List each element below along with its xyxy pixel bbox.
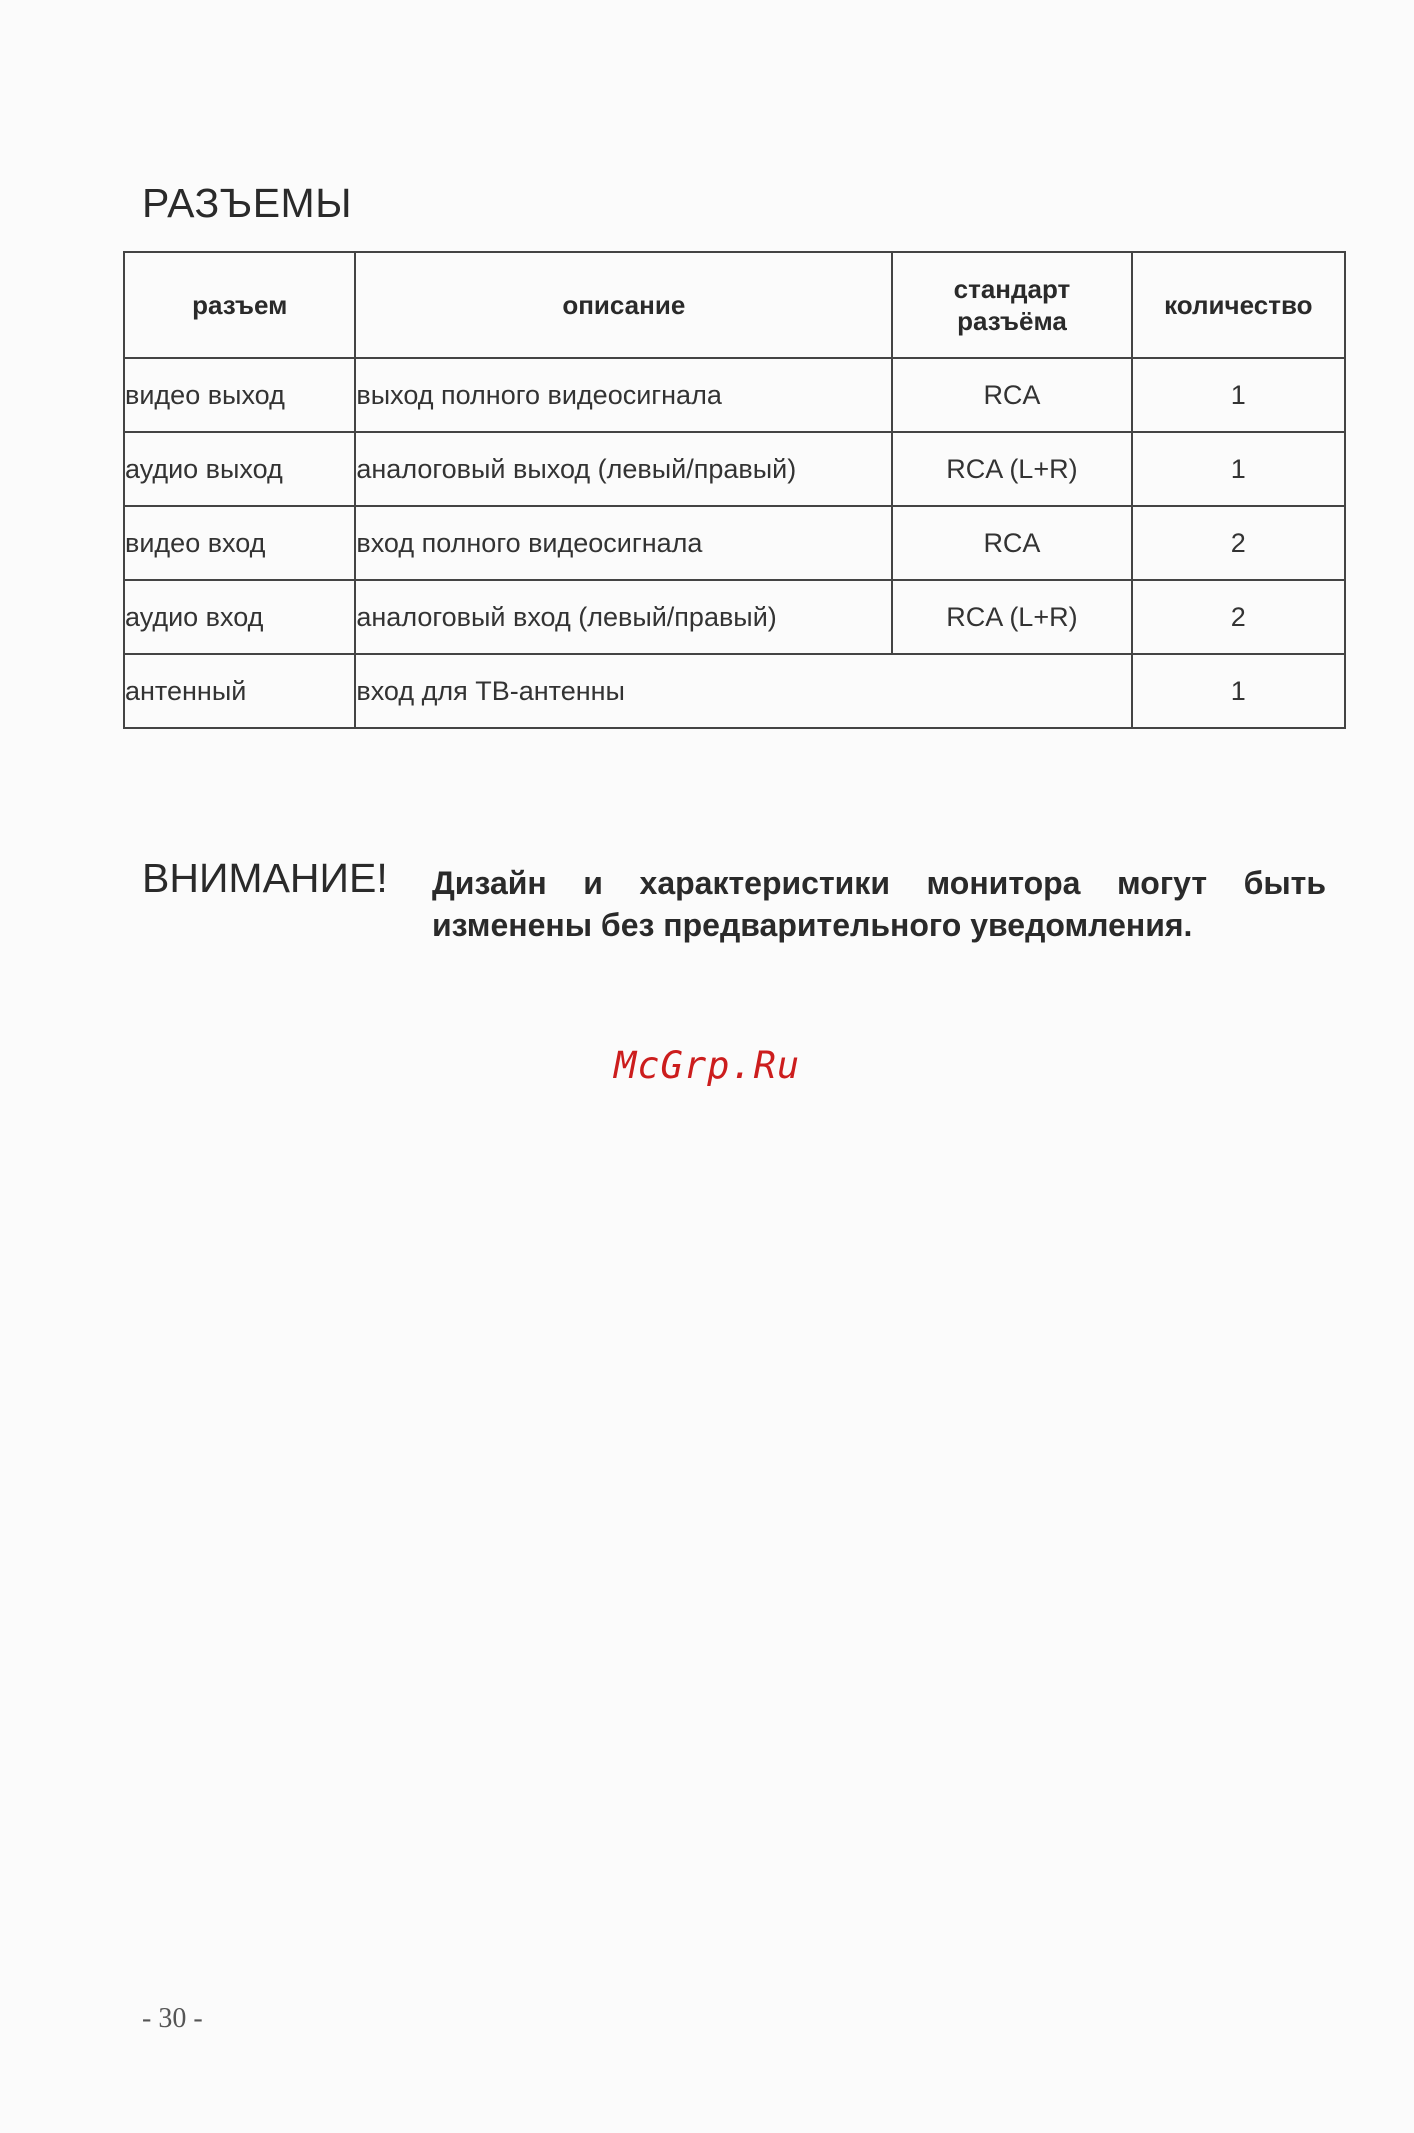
warning-label: ВНИМАНИЕ! <box>142 855 388 901</box>
header-quantity: количество <box>1132 252 1345 358</box>
table-header-row <box>124 252 1345 358</box>
cell-quantity: 1 <box>1132 654 1345 728</box>
cell-quantity: 2 <box>1132 506 1345 580</box>
table-row <box>124 432 1345 506</box>
cell-connector: аудио выход <box>124 432 355 506</box>
cell-quantity: 1 <box>1132 432 1345 506</box>
header-standard-line2: разъёма <box>957 306 1067 336</box>
header-connector: разъем <box>124 252 355 358</box>
table-row <box>124 506 1345 580</box>
cell-quantity: 1 <box>1132 358 1345 432</box>
cell-standard: RCA (L+R) <box>892 580 1131 654</box>
cell-connector: антенный <box>124 654 355 728</box>
cell-description: аналоговый вход (левый/правый) <box>355 580 892 654</box>
cell-standard: RCA <box>892 358 1131 432</box>
header-standard-line1: стандарт <box>953 274 1071 304</box>
cell-description: аналоговый выход (левый/правый) <box>355 432 892 506</box>
cell-standard: RCA <box>892 506 1131 580</box>
connectors-table <box>123 251 1346 729</box>
warning-text: Дизайн и характеристики монитора могут быть изменены без предварительного уведомления. <box>432 865 1326 943</box>
table-row <box>124 580 1345 654</box>
cell-connector: аудио вход <box>124 580 355 654</box>
table-row <box>124 654 1345 728</box>
watermark: McGrp.Ru <box>614 1044 801 1087</box>
cell-connector: видео выход <box>124 358 355 432</box>
table-row <box>124 358 1345 432</box>
cell-description: выход полного видеосигнала <box>355 358 892 432</box>
header-standard <box>892 252 1131 358</box>
cell-description: вход полного видеосигнала <box>355 506 892 580</box>
cell-connector: видео вход <box>124 506 355 580</box>
section-title: РАЗЪЕМЫ <box>142 180 353 226</box>
cell-description: вход для ТВ-антенны <box>355 654 1131 728</box>
header-description: описание <box>355 252 892 358</box>
cell-quantity: 2 <box>1132 580 1345 654</box>
page-number: - 30 - <box>142 2003 203 2034</box>
cell-standard: RCA (L+R) <box>892 432 1131 506</box>
